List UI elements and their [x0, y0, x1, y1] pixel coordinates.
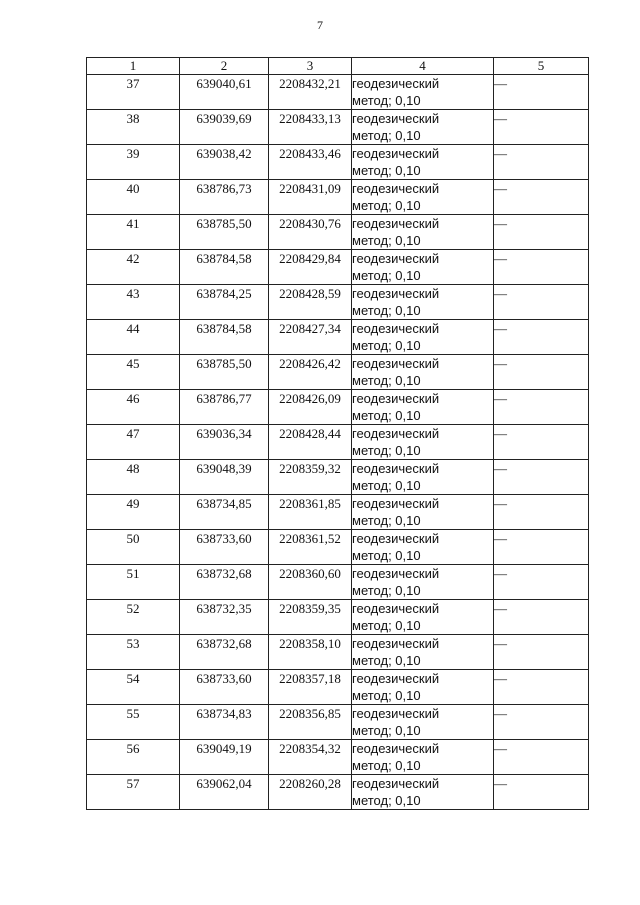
table-row [87, 355, 589, 390]
table-row [87, 460, 589, 495]
method-line-2: метод; 0,10 [352, 723, 421, 738]
column-5-cell [494, 390, 589, 425]
method-line-1: геодезический [352, 76, 440, 91]
point-number-cell: 51 [87, 565, 180, 600]
method-line-1: геодезический [352, 776, 440, 791]
dash-value: — [494, 531, 507, 546]
column-5-cell [494, 285, 589, 320]
x-coordinate-cell: 639040,61 [180, 75, 269, 110]
table-row [87, 145, 589, 180]
method-line-2: метод; 0,10 [352, 758, 421, 773]
method-line-1: геодезический [352, 426, 440, 441]
x-coordinate-cell: 638784,58 [180, 320, 269, 355]
x-coordinate-cell: 638786,77 [180, 390, 269, 425]
table-row [87, 110, 589, 145]
method-cell [352, 740, 494, 775]
column-5-cell [494, 635, 589, 670]
y-coordinate-cell: 2208360,60 [269, 565, 352, 600]
table-body [87, 75, 589, 810]
method-line-2: метод; 0,10 [352, 338, 421, 353]
dash-value: — [494, 706, 507, 721]
point-number-cell: 45 [87, 355, 180, 390]
x-coordinate-cell: 638733,60 [180, 670, 269, 705]
y-coordinate-cell: 2208260,28 [269, 775, 352, 810]
method-line-2: метод; 0,10 [352, 793, 421, 808]
dash-value: — [494, 671, 507, 686]
point-number-cell: 52 [87, 600, 180, 635]
column-5-cell [494, 320, 589, 355]
point-number-cell: 38 [87, 110, 180, 145]
column-header-5: 5 [494, 58, 589, 75]
table-row [87, 670, 589, 705]
dash-value: — [494, 356, 507, 371]
point-number-cell: 41 [87, 215, 180, 250]
method-cell [352, 425, 494, 460]
x-coordinate-cell: 638732,68 [180, 565, 269, 600]
method-cell [352, 600, 494, 635]
method-line-2: метод; 0,10 [352, 93, 421, 108]
method-line-2: метод; 0,10 [352, 303, 421, 318]
point-number-cell: 37 [87, 75, 180, 110]
method-line-2: метод; 0,10 [352, 128, 421, 143]
dash-value: — [494, 566, 507, 581]
column-5-cell [494, 495, 589, 530]
method-cell [352, 355, 494, 390]
dash-value: — [494, 76, 507, 91]
method-line-2: метод; 0,10 [352, 653, 421, 668]
method-line-1: геодезический [352, 391, 440, 406]
method-line-1: геодезический [352, 496, 440, 511]
method-line-1: геодезический [352, 181, 440, 196]
method-line-1: геодезический [352, 356, 440, 371]
method-line-1: геодезический [352, 671, 440, 686]
coordinates-table [86, 57, 589, 810]
point-number-cell: 55 [87, 705, 180, 740]
point-number-cell: 44 [87, 320, 180, 355]
method-cell [352, 390, 494, 425]
column-5-cell [494, 740, 589, 775]
dash-value: — [494, 181, 507, 196]
point-number-cell: 46 [87, 390, 180, 425]
method-line-2: метод; 0,10 [352, 688, 421, 703]
column-5-cell [494, 705, 589, 740]
method-line-1: геодезический [352, 111, 440, 126]
dash-value: — [494, 776, 507, 791]
method-cell [352, 320, 494, 355]
column-5-cell [494, 110, 589, 145]
method-cell [352, 775, 494, 810]
method-cell [352, 705, 494, 740]
y-coordinate-cell: 2208429,84 [269, 250, 352, 285]
table-row [87, 75, 589, 110]
method-line-1: геодезический [352, 741, 440, 756]
dash-value: — [494, 111, 507, 126]
method-line-1: геодезический [352, 706, 440, 721]
method-cell [352, 565, 494, 600]
column-5-cell [494, 355, 589, 390]
x-coordinate-cell: 638732,35 [180, 600, 269, 635]
y-coordinate-cell: 2208426,42 [269, 355, 352, 390]
dash-value: — [494, 426, 507, 441]
table-row [87, 775, 589, 810]
method-line-2: метод; 0,10 [352, 513, 421, 528]
method-line-1: геодезический [352, 636, 440, 651]
y-coordinate-cell: 2208356,85 [269, 705, 352, 740]
table-row [87, 320, 589, 355]
x-coordinate-cell: 639062,04 [180, 775, 269, 810]
column-5-cell [494, 670, 589, 705]
method-cell [352, 215, 494, 250]
y-coordinate-cell: 2208433,13 [269, 110, 352, 145]
dash-value: — [494, 216, 507, 231]
method-cell [352, 635, 494, 670]
method-cell [352, 670, 494, 705]
column-header-3: 3 [269, 58, 352, 75]
y-coordinate-cell: 2208427,34 [269, 320, 352, 355]
method-cell [352, 110, 494, 145]
method-cell [352, 180, 494, 215]
column-header-2: 2 [180, 58, 269, 75]
point-number-cell: 42 [87, 250, 180, 285]
method-line-2: метод; 0,10 [352, 583, 421, 598]
x-coordinate-cell: 639049,19 [180, 740, 269, 775]
x-coordinate-cell: 638733,60 [180, 530, 269, 565]
column-5-cell [494, 180, 589, 215]
table-row [87, 215, 589, 250]
point-number-cell: 39 [87, 145, 180, 180]
page-number: 7 [317, 18, 323, 32]
point-number-cell: 49 [87, 495, 180, 530]
method-cell [352, 75, 494, 110]
method-line-2: метод; 0,10 [352, 548, 421, 563]
x-coordinate-cell: 638734,83 [180, 705, 269, 740]
method-line-2: метод; 0,10 [352, 373, 421, 388]
y-coordinate-cell: 2208358,10 [269, 635, 352, 670]
method-cell [352, 495, 494, 530]
method-line-2: метод; 0,10 [352, 618, 421, 633]
y-coordinate-cell: 2208426,09 [269, 390, 352, 425]
column-header-4: 4 [352, 58, 494, 75]
column-5-cell [494, 250, 589, 285]
method-line-2: метод; 0,10 [352, 198, 421, 213]
method-line-2: метод; 0,10 [352, 478, 421, 493]
y-coordinate-cell: 2208431,09 [269, 180, 352, 215]
dash-value: — [494, 286, 507, 301]
table-row [87, 705, 589, 740]
y-coordinate-cell: 2208433,46 [269, 145, 352, 180]
method-cell [352, 145, 494, 180]
table-row [87, 740, 589, 775]
method-cell [352, 530, 494, 565]
dash-value: — [494, 741, 507, 756]
table-row [87, 635, 589, 670]
y-coordinate-cell: 2208361,85 [269, 495, 352, 530]
method-line-2: метод; 0,10 [352, 163, 421, 178]
x-coordinate-cell: 639039,69 [180, 110, 269, 145]
method-line-1: геодезический [352, 531, 440, 546]
y-coordinate-cell: 2208428,59 [269, 285, 352, 320]
column-5-cell [494, 530, 589, 565]
dash-value: — [494, 496, 507, 511]
method-line-1: геодезический [352, 216, 440, 231]
x-coordinate-cell: 638732,68 [180, 635, 269, 670]
point-number-cell: 48 [87, 460, 180, 495]
method-line-1: геодезический [352, 461, 440, 476]
column-5-cell [494, 565, 589, 600]
method-line-1: геодезический [352, 321, 440, 336]
table-row [87, 390, 589, 425]
method-cell [352, 460, 494, 495]
method-line-1: геодезический [352, 286, 440, 301]
x-coordinate-cell: 638785,50 [180, 355, 269, 390]
dash-value: — [494, 251, 507, 266]
dash-value: — [494, 321, 507, 336]
point-number-cell: 40 [87, 180, 180, 215]
point-number-cell: 43 [87, 285, 180, 320]
dash-value: — [494, 461, 507, 476]
method-cell [352, 250, 494, 285]
x-coordinate-cell: 638734,85 [180, 495, 269, 530]
table-row [87, 530, 589, 565]
y-coordinate-cell: 2208428,44 [269, 425, 352, 460]
column-5-cell [494, 425, 589, 460]
table-row [87, 425, 589, 460]
column-5-cell [494, 145, 589, 180]
y-coordinate-cell: 2208430,76 [269, 215, 352, 250]
method-line-2: метод; 0,10 [352, 443, 421, 458]
dash-value: — [494, 146, 507, 161]
method-line-1: геодезический [352, 566, 440, 581]
method-line-2: метод; 0,10 [352, 233, 421, 248]
x-coordinate-cell: 639036,34 [180, 425, 269, 460]
x-coordinate-cell: 639038,42 [180, 145, 269, 180]
y-coordinate-cell: 2208354,32 [269, 740, 352, 775]
table-row [87, 285, 589, 320]
x-coordinate-cell: 638784,25 [180, 285, 269, 320]
method-line-2: метод; 0,10 [352, 408, 421, 423]
dash-value: — [494, 636, 507, 651]
column-5-cell [494, 460, 589, 495]
point-number-cell: 54 [87, 670, 180, 705]
x-coordinate-cell: 638786,73 [180, 180, 269, 215]
method-line-1: геодезический [352, 146, 440, 161]
method-line-2: метод; 0,10 [352, 268, 421, 283]
column-5-cell [494, 775, 589, 810]
point-number-cell: 50 [87, 530, 180, 565]
method-cell [352, 285, 494, 320]
y-coordinate-cell: 2208432,21 [269, 75, 352, 110]
point-number-cell: 53 [87, 635, 180, 670]
x-coordinate-cell: 639048,39 [180, 460, 269, 495]
point-number-cell: 47 [87, 425, 180, 460]
x-coordinate-cell: 638784,58 [180, 250, 269, 285]
column-5-cell [494, 600, 589, 635]
y-coordinate-cell: 2208359,32 [269, 460, 352, 495]
column-5-cell [494, 215, 589, 250]
table-row [87, 600, 589, 635]
point-number-cell: 56 [87, 740, 180, 775]
dash-value: — [494, 391, 507, 406]
method-line-1: геодезический [352, 601, 440, 616]
y-coordinate-cell: 2208357,18 [269, 670, 352, 705]
table-row [87, 565, 589, 600]
dash-value: — [494, 601, 507, 616]
y-coordinate-cell: 2208361,52 [269, 530, 352, 565]
table-header-row [87, 58, 589, 75]
column-header-1: 1 [87, 58, 180, 75]
column-5-cell [494, 75, 589, 110]
table-row [87, 180, 589, 215]
table-row [87, 495, 589, 530]
method-line-1: геодезический [352, 251, 440, 266]
point-number-cell: 57 [87, 775, 180, 810]
x-coordinate-cell: 638785,50 [180, 215, 269, 250]
table-row [87, 250, 589, 285]
y-coordinate-cell: 2208359,35 [269, 600, 352, 635]
